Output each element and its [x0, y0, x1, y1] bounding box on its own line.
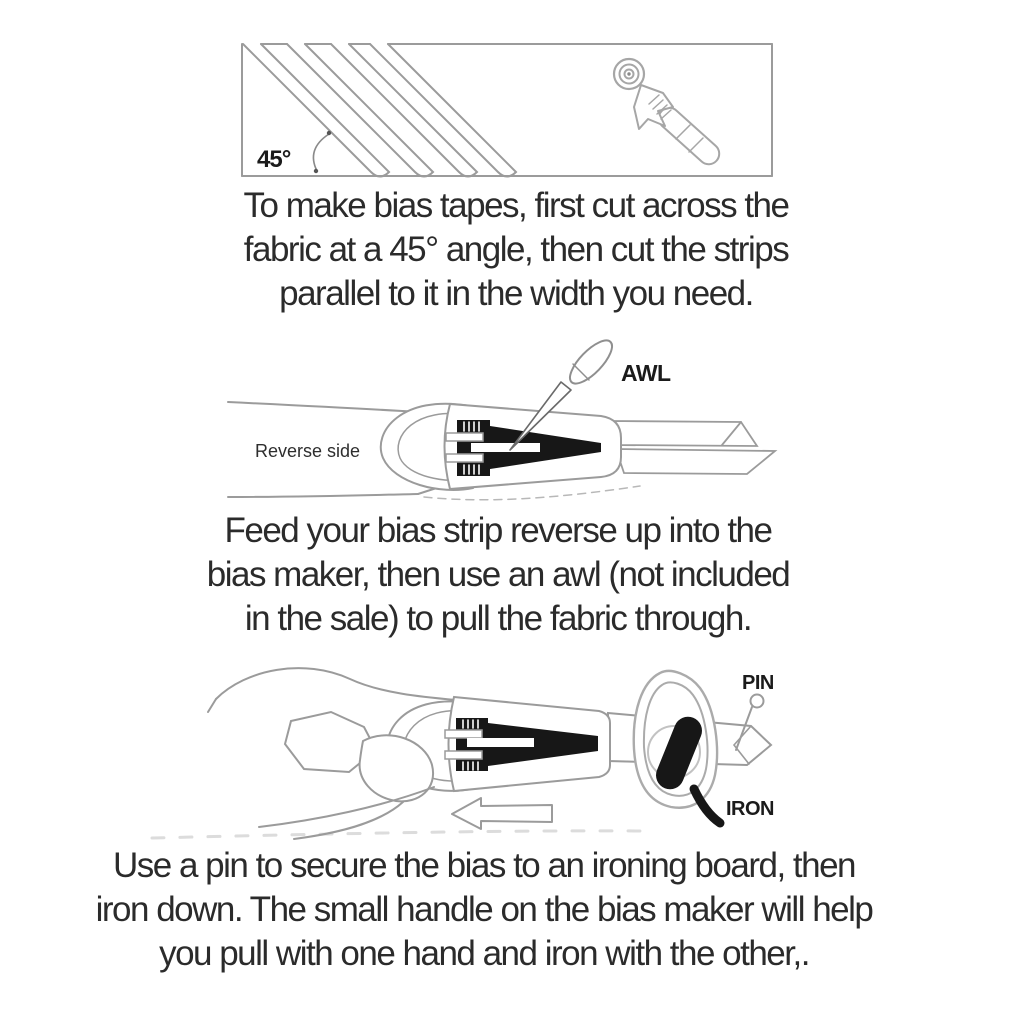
caption-line: parallel to it in the width you need. — [279, 274, 753, 313]
caption-line: Use a pin to secure the bias to an ironing board, then — [112, 846, 856, 885]
angle-45-label: 45° — [257, 146, 291, 173]
step1-caption — [4, 184, 1024, 316]
fabric-icon — [242, 44, 772, 177]
pin-and-iron-diagram — [152, 668, 771, 839]
caption-line: fabric at a 45° angle, then cut the strips — [243, 230, 789, 269]
caption-line: Feed your bias strip reverse up into the — [224, 511, 772, 550]
step3-caption — [0, 844, 996, 976]
caption-line: in the sale) to pull the fabric through. — [244, 599, 752, 638]
reverse-side-label: Reverse side — [255, 441, 361, 461]
caption-line: you pull with one hand and iron with the other,. — [159, 934, 809, 973]
pull-direction-arrow-icon — [452, 798, 552, 829]
caption-line: bias maker, then use an awl (not included — [206, 555, 790, 594]
bias-maker-icon — [381, 404, 775, 490]
angle-arc-icon — [313, 131, 331, 173]
caption-line: iron down. The small handle on the bias maker will help — [95, 890, 873, 929]
iron-label: IRON — [726, 798, 774, 820]
rotary-cutter-icon — [614, 59, 724, 169]
fabric-cutting-diagram — [242, 44, 772, 177]
awl-label: AWL — [621, 360, 671, 386]
bias-strip-feeding-diagram — [228, 334, 775, 500]
bias-maker-icon — [445, 697, 771, 791]
step2-caption — [0, 509, 1010, 641]
caption-line: To make bias tapes, first cut across the — [243, 186, 789, 225]
pin-label: PIN — [742, 672, 774, 694]
iron-icon — [634, 671, 720, 823]
